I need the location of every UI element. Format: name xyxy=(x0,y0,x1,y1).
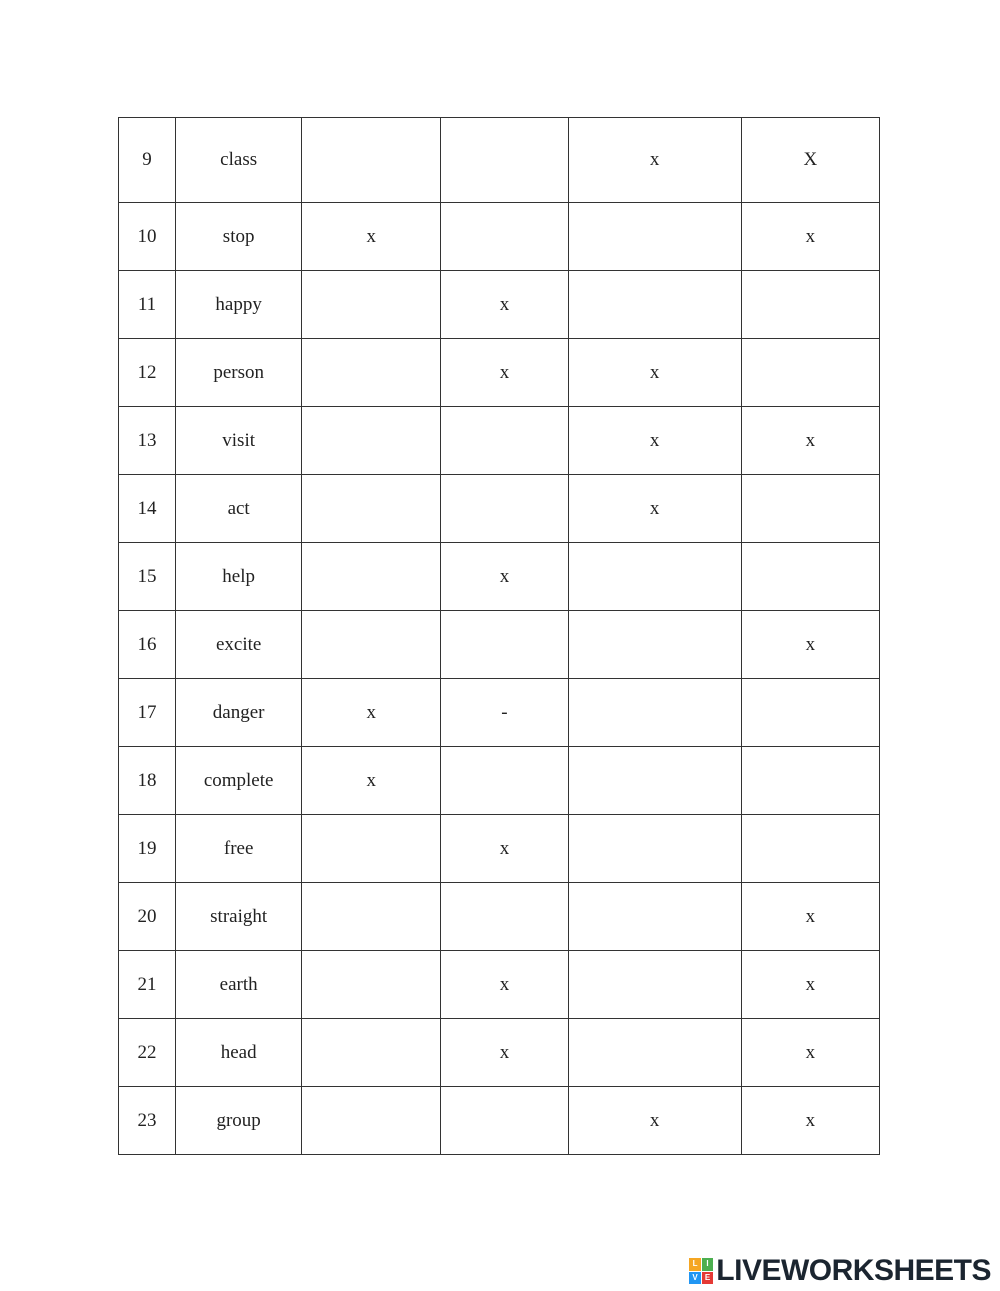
liveworksheets-logo-icon xyxy=(689,1258,713,1284)
table-row xyxy=(119,203,880,271)
word-cell: help xyxy=(176,543,302,611)
table-row xyxy=(119,118,880,203)
mark-cell-col1 xyxy=(302,339,441,407)
mark-cell-col3 xyxy=(568,883,741,951)
table-row xyxy=(119,339,880,407)
row-number-cell: 23 xyxy=(119,1087,176,1155)
table-body xyxy=(119,118,880,1155)
mark-cell-col4: x xyxy=(741,883,879,951)
mark-cell-col4 xyxy=(741,339,879,407)
mark-cell-col1 xyxy=(302,1019,441,1087)
mark-cell-col2 xyxy=(441,611,568,679)
mark-cell-col1 xyxy=(302,951,441,1019)
row-number-cell: 14 xyxy=(119,475,176,543)
logo-badge-letter: E xyxy=(702,1272,714,1285)
mark-cell-col4: x xyxy=(741,611,879,679)
logo-text: LIVEWORKSHEETS xyxy=(716,1254,991,1287)
mark-cell-col2 xyxy=(441,118,568,203)
word-cell: visit xyxy=(176,407,302,475)
mark-cell-col4 xyxy=(741,679,879,747)
mark-cell-col2: - xyxy=(441,679,568,747)
mark-cell-col1: x xyxy=(302,747,441,815)
word-cell: straight xyxy=(176,883,302,951)
mark-cell-col2 xyxy=(441,203,568,271)
mark-cell-col2 xyxy=(441,475,568,543)
word-cell: stop xyxy=(176,203,302,271)
word-cell: earth xyxy=(176,951,302,1019)
mark-cell-col1: x xyxy=(302,203,441,271)
table-row xyxy=(119,883,880,951)
mark-cell-col1 xyxy=(302,543,441,611)
word-cell: head xyxy=(176,1019,302,1087)
mark-cell-col3: x xyxy=(568,475,741,543)
mark-cell-col4: x xyxy=(741,203,879,271)
logo-badge-letter: I xyxy=(702,1258,714,1271)
mark-cell-col1 xyxy=(302,407,441,475)
logo-badge-letter: L xyxy=(689,1258,701,1271)
mark-cell-col1 xyxy=(302,475,441,543)
mark-cell-col4 xyxy=(741,815,879,883)
word-cell: free xyxy=(176,815,302,883)
mark-cell-col1 xyxy=(302,815,441,883)
mark-cell-col3 xyxy=(568,543,741,611)
mark-cell-col2 xyxy=(441,883,568,951)
row-number-cell: 20 xyxy=(119,883,176,951)
word-cell: happy xyxy=(176,271,302,339)
mark-cell-col3 xyxy=(568,1019,741,1087)
logo-badge-letter: V xyxy=(689,1272,701,1285)
mark-cell-col3: x xyxy=(568,1087,741,1155)
worksheet-table xyxy=(118,117,880,1155)
mark-cell-col2: x xyxy=(441,815,568,883)
mark-cell-col2: x xyxy=(441,951,568,1019)
mark-cell-col1 xyxy=(302,883,441,951)
table-row xyxy=(119,1019,880,1087)
word-cell: act xyxy=(176,475,302,543)
mark-cell-col4: x xyxy=(741,951,879,1019)
mark-cell-col4 xyxy=(741,475,879,543)
row-number-cell: 13 xyxy=(119,407,176,475)
table-row xyxy=(119,611,880,679)
mark-cell-col1: x xyxy=(302,679,441,747)
word-cell: excite xyxy=(176,611,302,679)
mark-cell-col3 xyxy=(568,611,741,679)
table-row xyxy=(119,475,880,543)
table-row xyxy=(119,815,880,883)
table-row xyxy=(119,407,880,475)
mark-cell-col3 xyxy=(568,815,741,883)
mark-cell-col3 xyxy=(568,679,741,747)
word-cell: group xyxy=(176,1087,302,1155)
table-row xyxy=(119,543,880,611)
row-number-cell: 11 xyxy=(119,271,176,339)
table-row xyxy=(119,1087,880,1155)
mark-cell-col2 xyxy=(441,1087,568,1155)
mark-cell-col2: x xyxy=(441,271,568,339)
mark-cell-col1 xyxy=(302,271,441,339)
row-number-cell: 10 xyxy=(119,203,176,271)
mark-cell-col2: x xyxy=(441,339,568,407)
mark-cell-col4: X xyxy=(741,118,879,203)
mark-cell-col2: x xyxy=(441,1019,568,1087)
word-cell: class xyxy=(176,118,302,203)
mark-cell-col4: x xyxy=(741,407,879,475)
row-number-cell: 17 xyxy=(119,679,176,747)
mark-cell-col4: x xyxy=(741,1019,879,1087)
table-row xyxy=(119,271,880,339)
table-row xyxy=(119,679,880,747)
row-number-cell: 16 xyxy=(119,611,176,679)
row-number-cell: 12 xyxy=(119,339,176,407)
word-cell: danger xyxy=(176,679,302,747)
mark-cell-col1 xyxy=(302,611,441,679)
liveworksheets-logo xyxy=(689,1254,991,1288)
mark-cell-col3 xyxy=(568,951,741,1019)
mark-cell-col3: x xyxy=(568,339,741,407)
row-number-cell: 19 xyxy=(119,815,176,883)
mark-cell-col3: x xyxy=(568,407,741,475)
mark-cell-col3: x xyxy=(568,118,741,203)
word-cell: person xyxy=(176,339,302,407)
mark-cell-col4 xyxy=(741,543,879,611)
mark-cell-col1 xyxy=(302,118,441,203)
row-number-cell: 21 xyxy=(119,951,176,1019)
row-number-cell: 9 xyxy=(119,118,176,203)
mark-cell-col2 xyxy=(441,747,568,815)
row-number-cell: 15 xyxy=(119,543,176,611)
word-cell: complete xyxy=(176,747,302,815)
row-number-cell: 22 xyxy=(119,1019,176,1087)
table-row xyxy=(119,951,880,1019)
mark-cell-col4: x xyxy=(741,1087,879,1155)
table-row xyxy=(119,747,880,815)
mark-cell-col3 xyxy=(568,203,741,271)
mark-cell-col4 xyxy=(741,747,879,815)
mark-cell-col3 xyxy=(568,271,741,339)
mark-cell-col2: x xyxy=(441,543,568,611)
row-number-cell: 18 xyxy=(119,747,176,815)
mark-cell-col4 xyxy=(741,271,879,339)
mark-cell-col2 xyxy=(441,407,568,475)
mark-cell-col1 xyxy=(302,1087,441,1155)
mark-cell-col3 xyxy=(568,747,741,815)
